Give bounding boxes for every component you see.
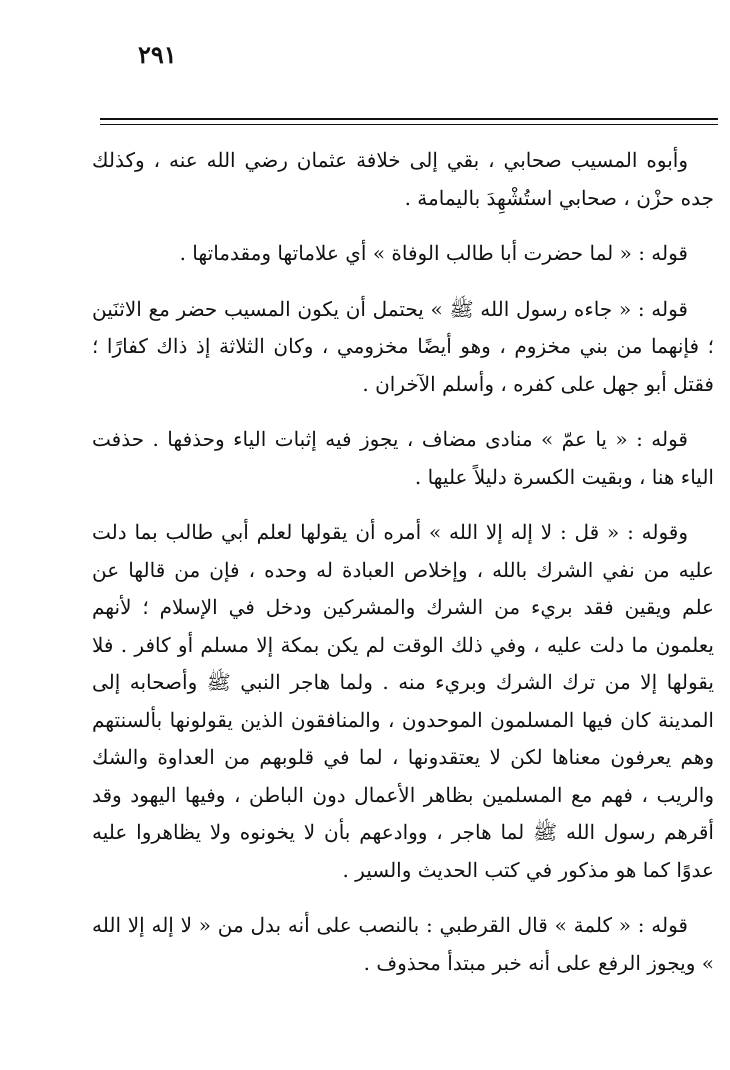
header-rule-thin — [100, 124, 718, 125]
paragraph-5: وقوله : « قل : لا إله إلا الله » أمره أن يقولها لعلم أبي طالب بما دلت عليه من نفي الشرك بالله ، وإخلاص العبادة له وحده ، فإن من قالها عن علم ويقين فقد بريء من الشرك والمشركين ودخل في الإسلام ؛ لأنهم يعلمون ما دلت عليه ، وفي ذلك الوقت لم يكن بمكة إلا مسلم أو كافر . فلا يقولها إلا من ترك الشرك وبريء منه . ولما هاجر النبي ﷺ وأصحابه إلى المدينة كان فيها المسلمون الموحدون ، والمنافقون الذين يقولونها بألسنتهم وهم يعرفون معناها لكن لا يعتقدونها ، لما في قلوبهم من العداوة والشك والريب ، فهم مع المسلمين بظاهر الأعمال دون الباطن ، وفيها اليهود وقد أقرهم رسول الله ﷺ لما هاجر ، ووادعهم بأن لا يخونوه ولا يظاهروا عليه عدوًا كما هو مذكور في كتب الحديث والسير . — [92, 520, 714, 882]
paragraph-4: قوله : « يا عمّ » منادى مضاف ، يجوز فيه إثبات الياء وحذفها . حذفت الياء هنا ، وبقيت الكسرة دليلاً عليها . — [92, 427, 714, 489]
header-rule-thick — [100, 118, 718, 120]
body-text — [92, 142, 714, 996]
paragraph-3: قوله : « جاءه رسول الله ﷺ » يحتمل أن يكون المسيب حضر مع الاثنَين ؛ فإنهما من بني مخزوم ، وهو أيضًا مخزومي ، وكان الثلاثة إذ ذاك كفارًا ؛ فقتل أبو جهل على كفره ، وأسلم الآخران . — [92, 296, 714, 396]
paragraph-6: قوله : « كلمة » قال القرطبي : بالنصب على أنه بدل من « لا إله إلا الله » ويجوز الرفع على أنه خبر مبتدأ محذوف . — [92, 913, 714, 975]
paragraph-2: قوله : « لما حضرت أبا طالب الوفاة » أي علاماتها ومقدماتها . — [179, 241, 688, 265]
paragraph-1: وأبوه المسيب صحابي ، بقي إلى خلافة عثمان رضي الله عنه ، وكذلك جده حزْن ، صحابي استُشْهِدَ باليمامة . — [92, 148, 714, 210]
page-number: ٢٩١ — [138, 40, 177, 69]
